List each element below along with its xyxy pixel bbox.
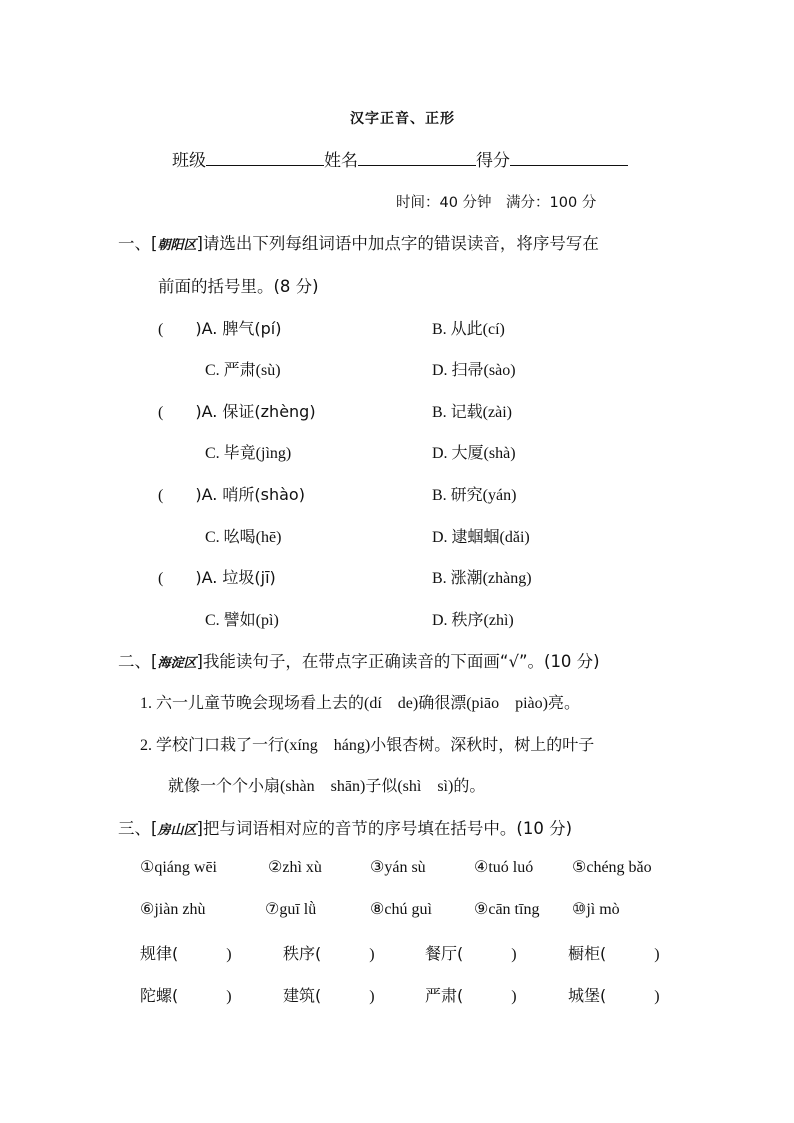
syllable-option: ⑥jiàn zhù bbox=[140, 901, 206, 918]
syllable-option: ③yán sù bbox=[370, 859, 426, 876]
score-blank[interactable] bbox=[510, 149, 628, 166]
syllable-option: ①qiáng wēi bbox=[140, 859, 217, 876]
page-title: 汉字正音、正形 bbox=[350, 111, 455, 127]
syllable-option: ⑧chú guì bbox=[370, 901, 432, 918]
word-answer-blank[interactable]: 建筑( ) bbox=[283, 986, 375, 1005]
answer-paren[interactable]: ( )A. 保证(zhèng) bbox=[158, 402, 316, 421]
section3-instruction: 三、[房山区]把与词语相对应的音节的序号填在括号中。(10 分) bbox=[118, 819, 573, 838]
option-b: B. 记载(zài) bbox=[432, 404, 512, 421]
word-answer-blank[interactable]: 餐厅( ) bbox=[425, 944, 517, 963]
name-blank[interactable] bbox=[358, 149, 476, 166]
district-tag: 海淀区 bbox=[157, 656, 197, 671]
syllable-option: ④tuó luó bbox=[474, 859, 534, 876]
syllable-option: ⑤chéng bǎo bbox=[572, 859, 652, 876]
word-answer-blank[interactable]: 规律( ) bbox=[140, 944, 232, 963]
class-label: 班级 bbox=[172, 151, 206, 171]
syllable-option: ⑨cān tīng bbox=[474, 901, 540, 918]
name-label: 姓名 bbox=[324, 151, 358, 171]
word-answer-blank[interactable]: 严肃( ) bbox=[425, 986, 517, 1005]
syllable-option: ②zhì xù bbox=[268, 859, 322, 876]
time-info: 时间：40 分钟 满分：100 分 bbox=[396, 195, 597, 211]
syllable-option: ⑩jì mò bbox=[572, 901, 620, 918]
district-tag: 房山区 bbox=[157, 823, 197, 838]
option-b: B. 涨潮(zhàng) bbox=[432, 570, 532, 587]
sentence-item: 1. 六一儿童节晚会现场看上去的(dí de)确很漂(piāo piào)亮。 bbox=[140, 695, 580, 712]
section1-instruction: 一、[朝阳区]请选出下列每组词语中加点字的错误读音，将序号写在 bbox=[118, 234, 599, 253]
section1-instruction-cont: 前面的括号里。(8 分) bbox=[158, 277, 319, 296]
answer-paren[interactable]: ( )A. 垃圾(jī) bbox=[158, 568, 276, 587]
option-c: C. 吆喝(hē) bbox=[205, 529, 282, 546]
word-answer-blank[interactable]: 陀螺( ) bbox=[140, 986, 232, 1005]
option-c: C. 毕竟(jìng) bbox=[205, 445, 292, 462]
syllable-option: ⑦guī lǜ bbox=[265, 901, 317, 918]
option-c: C. 譬如(pì) bbox=[205, 612, 279, 629]
word-answer-blank[interactable]: 秩序( ) bbox=[283, 944, 375, 963]
score-label: 得分 bbox=[476, 151, 510, 171]
option-b: B. 从此(cí) bbox=[432, 321, 505, 338]
district-tag: 朝阳区 bbox=[157, 238, 197, 253]
student-info-row bbox=[172, 146, 628, 171]
word-answer-blank[interactable]: 橱柜( ) bbox=[568, 944, 660, 963]
option-d: D. 扫帚(sào) bbox=[432, 362, 516, 379]
option-c: C. 严肃(sù) bbox=[205, 362, 281, 379]
option-d: D. 逮蝈蝈(dǎi) bbox=[432, 529, 530, 546]
option-b: B. 研究(yán) bbox=[432, 487, 517, 504]
option-d: D. 秩序(zhì) bbox=[432, 612, 514, 629]
class-blank[interactable] bbox=[206, 149, 324, 166]
sentence-item-cont: 就像一个个小扇(shàn shān)子似(shì sì)的。 bbox=[168, 778, 486, 795]
answer-paren[interactable]: ( )A. 哨所(shào) bbox=[158, 485, 305, 504]
word-answer-blank[interactable]: 城堡( ) bbox=[568, 986, 660, 1005]
section2-instruction: 二、[海淀区]我能读句子，在带点字正确读音的下面画“√”。(10 分) bbox=[118, 652, 600, 671]
option-d: D. 大厦(shà) bbox=[432, 445, 516, 462]
sentence-item: 2. 学校门口栽了一行(xíng háng)小银杏树。深秋时，树上的叶子 bbox=[140, 737, 595, 754]
answer-paren[interactable]: ( )A. 脾气(pí) bbox=[158, 319, 282, 338]
